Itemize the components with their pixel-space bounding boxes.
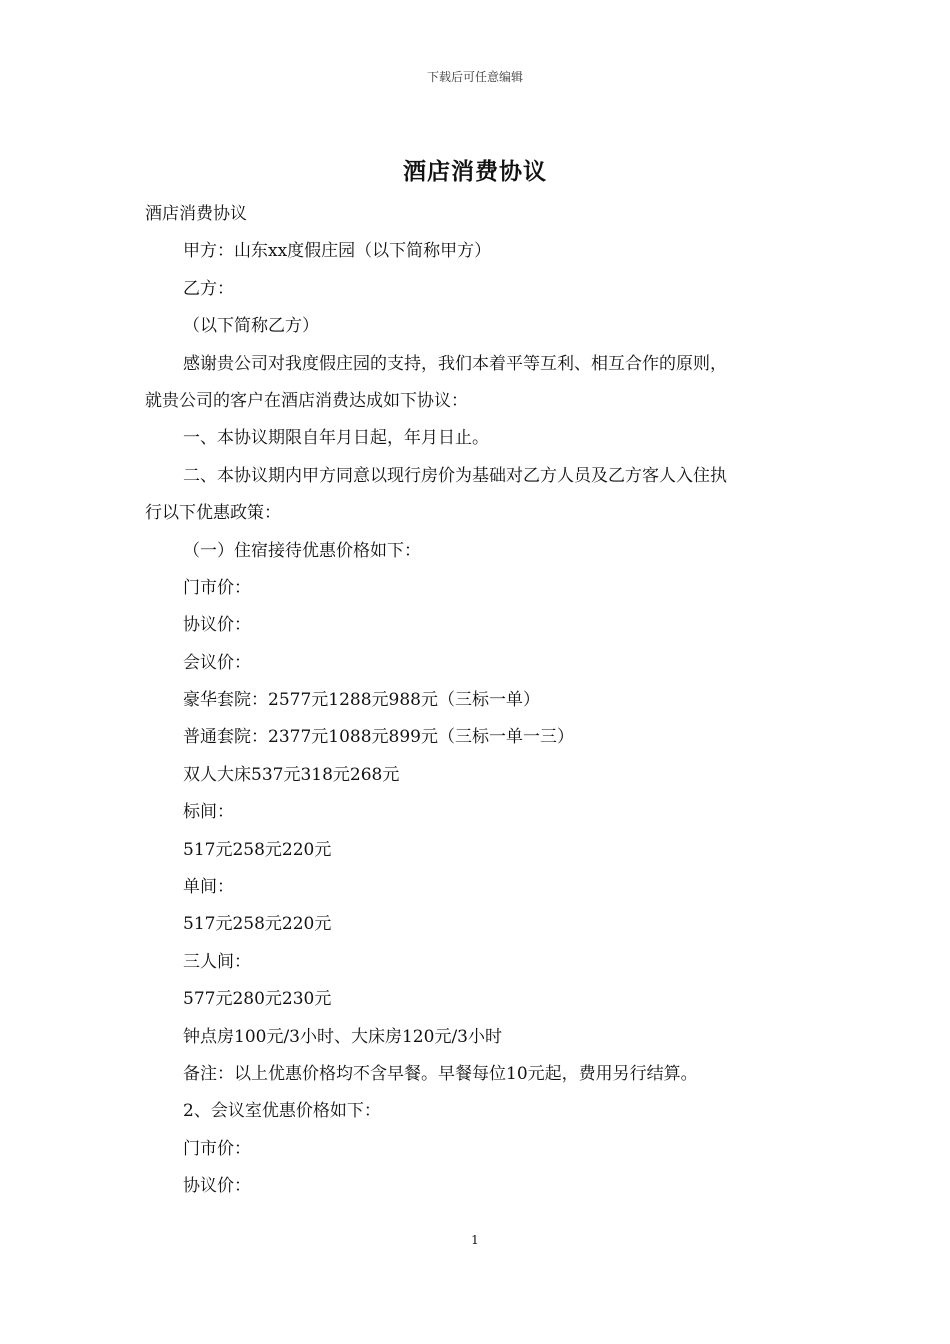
paragraph-line: 门市价： <box>183 1138 251 1159</box>
paragraph-line: （以下简称乙方） <box>183 316 319 337</box>
paragraph-line: 517元258元220元 <box>183 914 332 935</box>
paragraph-line: 门市价： <box>183 577 251 598</box>
paragraph-line: 行以下优惠政策： <box>145 503 281 524</box>
document-title: 酒店消费协议 <box>403 158 547 185</box>
paragraph-line: 协议价： <box>183 615 251 636</box>
paragraph-line: 517元258元220元 <box>183 839 332 860</box>
paragraph-line: 备注：以上优惠价格均不含早餐。早餐每位10元起，费用另行结算。 <box>183 1063 698 1084</box>
paragraph-line: 单间： <box>183 877 234 898</box>
paragraph-line: 577元280元230元 <box>183 989 332 1010</box>
paragraph-line: 酒店消费协议 <box>145 204 247 224</box>
paragraph-line: 甲方：山东xx度假庄园（以下简称甲方） <box>183 241 492 262</box>
header-note: 下载后可任意编辑 <box>426 70 523 84</box>
paragraph-line: （一）住宿接待优惠价格如下： <box>183 540 421 561</box>
paragraph-line: 乙方： <box>183 278 234 299</box>
paragraph-line: 二、本协议期内甲方同意以现行房价为基础对乙方人员及乙方客人入住执 <box>183 465 727 486</box>
paragraph-line: 豪华套院：2577元1288元988元（三标一单） <box>183 690 540 711</box>
paragraph-line: 2、会议室优惠价格如下： <box>183 1101 381 1122</box>
paragraph-line: 感谢贵公司对我度假庄园的支持，我们本着平等互利、相互合作的原则， <box>183 353 727 374</box>
paragraph-line: 钟点房100元/3小时、大床房120元/3小时 <box>183 1026 502 1047</box>
paragraph-line: 双人大床537元318元268元 <box>183 764 400 785</box>
paragraph-line: 标间： <box>183 802 234 823</box>
paragraph-line: 就贵公司的客户在酒店消费达成如下协议： <box>145 390 468 411</box>
paragraph-line: 普通套院：2377元1088元899元（三标一单一三） <box>183 727 574 748</box>
paragraph-line: 会议价： <box>183 652 251 673</box>
paragraph-line: 协议价： <box>183 1176 251 1197</box>
paragraph-line: 三人间： <box>183 951 251 972</box>
document-body <box>145 196 815 1206</box>
page-number: 1 <box>471 1233 479 1247</box>
paragraph-line: 一、本协议期限自年月日起，年月日止。 <box>183 428 489 449</box>
